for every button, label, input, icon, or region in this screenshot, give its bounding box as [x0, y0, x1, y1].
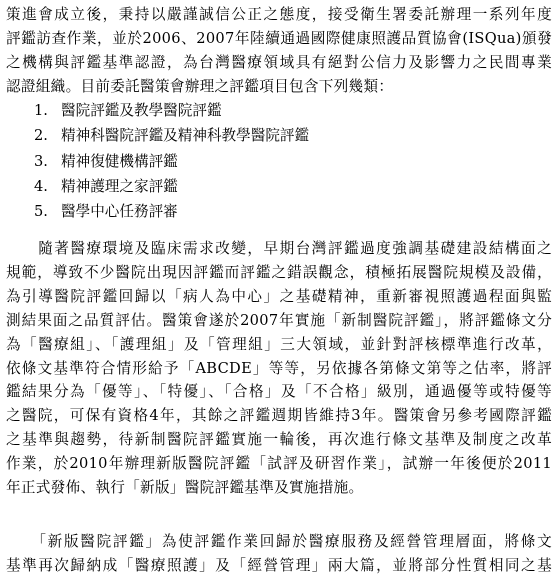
- intro-line: 之機構與評鑑基準認證，為台灣醫療領域具有絕對公信力及影響力之民間專業: [6, 53, 552, 71]
- new-version-line: 基準再次歸納成「醫療照護」及「經營管理」兩大篇，並將部分性質相同之基: [6, 556, 552, 574]
- intro-line: 策進會成立後，秉持以嚴謹誠信公正之態度，接受衛生署委託辦理一系列年度: [6, 6, 552, 23]
- list-item-number: 4.: [34, 177, 48, 195]
- reform-line: 隨著醫療環境及臨床需求改變，早期台灣評鑑過度強調基礎建設結構面之: [6, 240, 552, 257]
- accreditation-item-list: [34, 98, 309, 224]
- list-item-text: 精神復健機構評鑑: [61, 152, 178, 170]
- list-item-text: 醫院評鑑及教學醫院評鑑: [61, 102, 222, 119]
- reform-line: 為「醫療組」、「護理組」及「管理組」三大領域，並針對評核標準進行改革，: [6, 335, 552, 353]
- reform-line: 之基準與趨勢，待新制醫院評鑑實施一輪後，再次進行條文基準及制度之改革: [6, 431, 552, 449]
- list-item-text: 精神科醫院評鑑及精神科教學醫院評鑑: [61, 127, 310, 145]
- intro-paragraph: [6, 3, 552, 99]
- reform-line: 測結果面之品質評估。醫策會遂於2007年實施「新制醫院評鑑」，將評鑑條文分: [6, 311, 552, 329]
- intro-line: 認證組織。目前委託醫策會辦理之評鑑項目包含下列幾類：: [6, 77, 394, 95]
- list-item-number: 5.: [34, 203, 48, 221]
- list-item: [34, 123, 309, 148]
- new-version-line: 「新版醫院評鑑」為使評鑑作業回歸於醫療服務及經營管理層面，將條文: [6, 533, 552, 550]
- intro-line: 評鑑訪查作業，並於2006、2007年陸續通過國際健康照護品質協會(ISQua)頒發: [6, 29, 552, 47]
- list-item: [34, 149, 309, 174]
- reform-line: 為引導醫院評鑑回歸以「病人為中心」之基礎精神，重新審視照護過程面與監: [6, 287, 552, 305]
- reform-line: 依條文基準符合情形給予「ABCDE」等等，另依據各第條文第等之估率，將評: [6, 359, 552, 377]
- list-item: [34, 174, 309, 199]
- new-version-paragraph: [6, 530, 552, 578]
- list-item-text: 醫學中心任務評審: [61, 203, 178, 221]
- list-item-number: 3.: [34, 152, 48, 170]
- list-item-text: 精神護理之家評鑑: [61, 177, 178, 195]
- reform-line: 之醫院，可保有資格4年，其餘之評鑑週期皆維持3年。醫策會另參考國際評鑑: [6, 407, 552, 425]
- list-item-number: 1.: [34, 102, 48, 119]
- list-item-number: 2.: [34, 127, 48, 145]
- reform-line: 作業，於2010年辦理新版醫院評鑑「試評及研習作業」，試辦一年後便於2011: [6, 455, 552, 473]
- list-item: [34, 98, 309, 123]
- reform-line: 年正式發佈、執行「新版」醫院評鑑基準及實施措施。: [6, 479, 364, 497]
- reform-paragraph: [6, 237, 552, 500]
- reform-line: 鑑結果分為「優等」、「特優」、「合格」及「不合格」級別，通過優等或特優等: [6, 383, 552, 401]
- list-item: [34, 199, 309, 224]
- reform-line: 規範，導致不少醫院出現因評鑑而評鑑之錯誤觀念，積極拓展醫院規模及設備，: [6, 263, 552, 281]
